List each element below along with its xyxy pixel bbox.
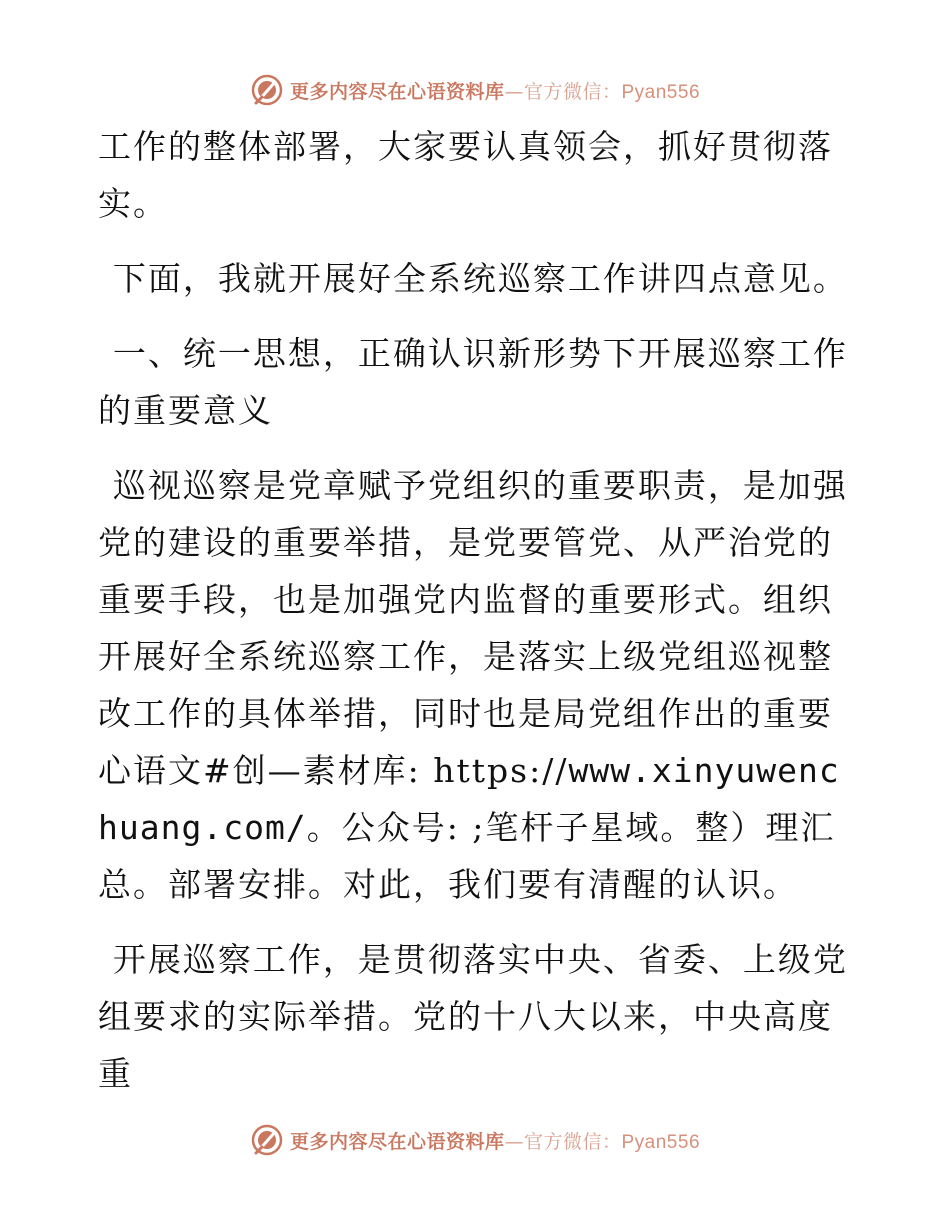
banner-lead-text: 更多内容尽在心语资料库 [289, 80, 505, 103]
paragraph-1: 工作的整体部署，大家要认真领会，抓好贯彻落实。 [98, 127, 833, 223]
footer-banner [0, 1120, 950, 1160]
footer-banner-inner [250, 1123, 700, 1157]
document-body [98, 118, 858, 1120]
banner-tail-text: 官方微信： [523, 80, 622, 103]
footer-tail-text: 官方微信： [523, 1130, 622, 1153]
paragraph-4 [98, 457, 858, 913]
header-banner [0, 70, 950, 110]
paragraph-4-url: www.xinyuwenchuang.com/ [98, 751, 840, 847]
paragraph-2: 下面，我就开展好全系统巡察工作讲四点意见。 [112, 259, 848, 298]
brush-logo-icon [250, 73, 284, 107]
footer-lead-text: 更多内容尽在心语资料库 [289, 1130, 505, 1153]
paragraph-4-part1: 巡视巡察是党章赋予党组织的重要职责，是加强党的建设的重要举措，是党要管党、从严治党的重要手段，也是加强党内监督的重要形式。组织开展好全系统巡察工作，是落实上级党组巡视整改工作的具体举措，同时也是局党组作出的重要心语文#创—素材库: https:// [98, 466, 848, 790]
footer-dash: — [504, 1130, 524, 1153]
banner-dash: — [504, 80, 524, 103]
banner-text [290, 77, 700, 104]
paragraph-5: 开展巡察工作，是贯彻落实中央、省委、上级党组要求的实际举措。党的十八大以来，中央高度重 [98, 940, 848, 1093]
paragraph-4-part2: 。公众号: ;笔杆子星域。整）理汇总。部署安排。对此，我们要有清醒的认识。 [98, 808, 836, 904]
banner-inner [250, 73, 700, 107]
footer-banner-text [290, 1127, 700, 1154]
banner-wechat-id: Pyan556 [621, 81, 701, 103]
footer-wechat-id: Pyan556 [621, 1131, 701, 1153]
brush-logo-icon [250, 1123, 284, 1157]
section-heading-1: 一、统一思想，正确认识新形势下开展巡察工作的重要意义 [98, 334, 848, 430]
